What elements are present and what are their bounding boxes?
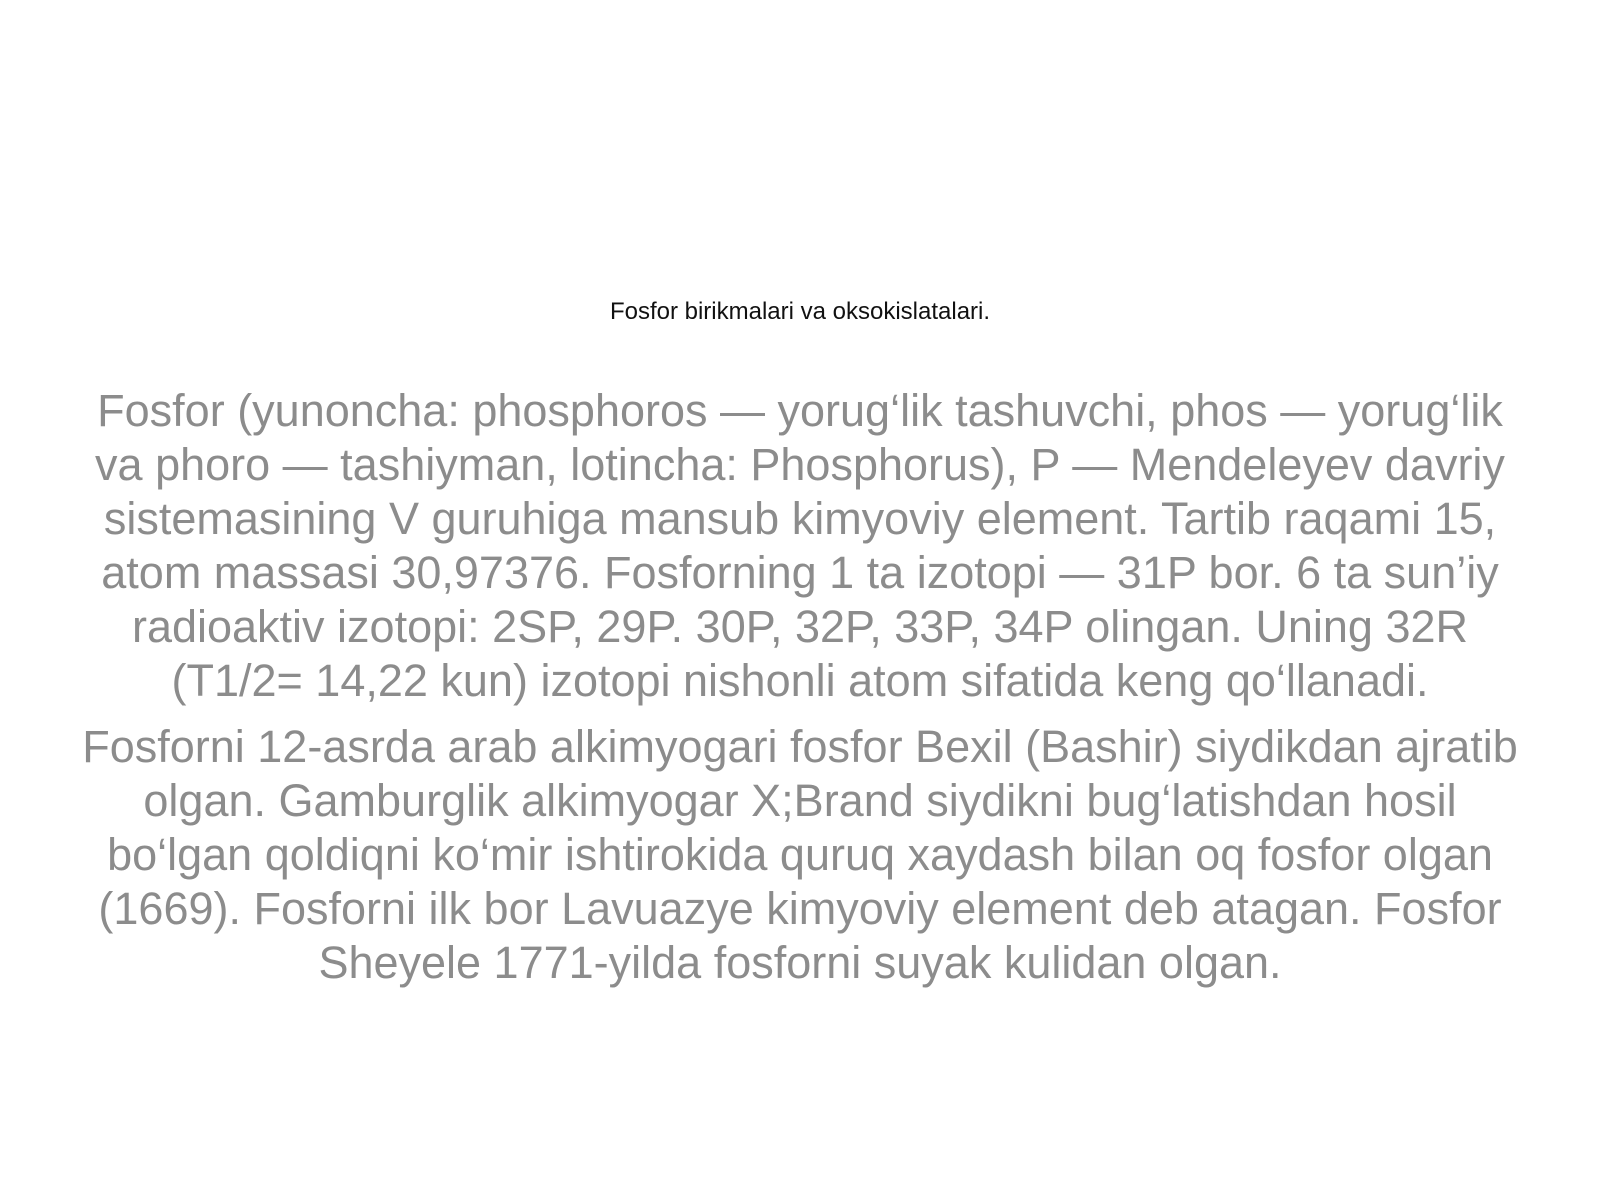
body-paragraph-2: Fosforni 12-asrda arab alkimyogari fosfor Bexil (Bashir) siydikdan ajratib olgan. Gamburglik alkimyogar X;Brand siydikni bug‘latishdan hosil bo‘lgan qoldiqni ko‘mir ishtirokida quruq xaydash bilan oq fosfor olgan (1669). Fosforni ilk bor Lavuazye kimyoviy element deb atagan. Fosfor Sheyele 1771-yilda fosforni suyak kulidan olgan.	[82, 721, 1518, 988]
slide-body	[70, 384, 1530, 1002]
body-paragraph-1: Fosfor (yunoncha: phosphoros — yorug‘lik tashuvchi, phos — yorug‘lik va phoro — tashiyman, lotincha: Phosphorus), P — Mendeleyev davriy sistemasining V guruhiga mansub kimyoviy element. Tartib raqami 15, atom massasi 30,97376. Fosforning 1 ta izotopi — 31P bor. 6 ta sun’iy radioaktiv izotopi: 2SP, 29P. 30P, 32P, 33P, 34P olingan. Uning 32R (T1/2= 14,22 kun) izotopi nishonli atom sifatida keng qo‘llanadi.	[95, 385, 1505, 706]
slide-title: Fosfor birikmalari va oksokislatalari.	[609, 298, 991, 325]
